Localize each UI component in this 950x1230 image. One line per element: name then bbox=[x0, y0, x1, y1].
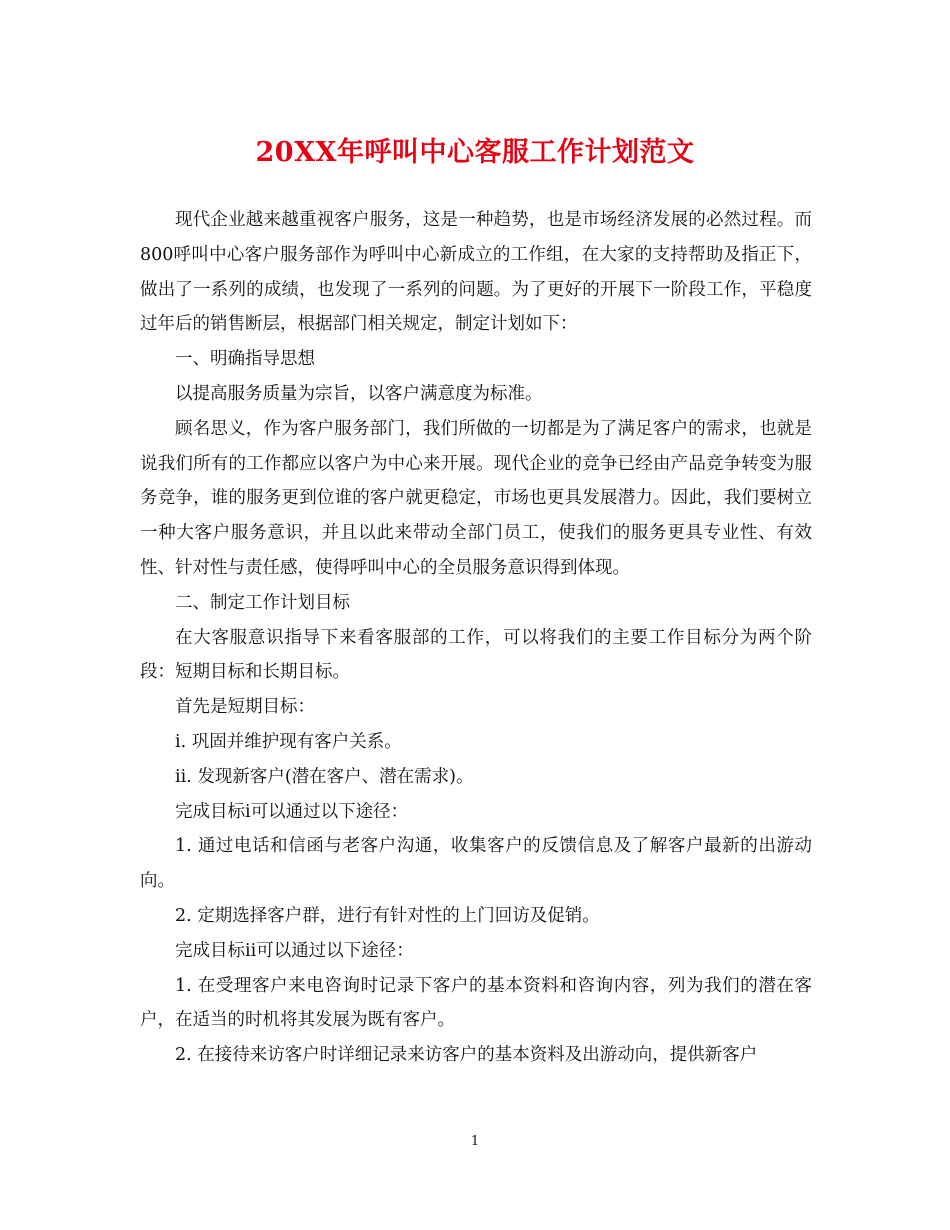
list-item-goal-i-method-1: 1. 通过电话和信函与老客户沟通，收集客户的反馈信息及了解客户最新的出游动向。 bbox=[140, 836, 812, 892]
page-number: 1 bbox=[470, 1134, 480, 1149]
list-item-goal-ii-method-2: 2. 在接待来访客户时详细记录来访客户的基本资料及出游动向，提供新客户 bbox=[175, 1045, 758, 1066]
list-item-goal-i: i. 巩固并维护现有客户关系。 bbox=[175, 731, 402, 752]
list-item-goal-ii-method-1: 1. 在受理客户来电咨询时记录下客户的基本资料和咨询内容，列为我们的潜在客户，在适当的时机将其发展为既有客户。 bbox=[140, 975, 812, 1031]
paragraph-principle: 以提高服务质量为宗旨，以客户满意度为标准。 bbox=[175, 383, 543, 404]
paragraph-goal-ii-methods: 完成目标ii可以通过以下途径： bbox=[175, 940, 414, 961]
list-item-goal-i-method-2: 2. 定期选择客户群，进行有针对性的上门回访及促销。 bbox=[175, 905, 600, 926]
paragraph-customer-focus: 顾名思义，作为客户服务部门，我们所做的一切都是为了满足客户的需求，也就是说我们所有的工作都应以客户为中心来开展。现代企业的竞争已经由产品竞争转变为服务竞争，谁的服务更到位谁的客户就更稳定，市场也更具发展潜力。因此，我们要树立一种大客户服务意识，并且以此来带动全部门员工，使我们的服务更具专业性、有效性、针对性与责任感，使得呼叫中心的全员服务意识得到体现。 bbox=[140, 418, 812, 578]
list-item-goal-ii: ii. 发现新客户(潜在客户、潜在需求)。 bbox=[175, 766, 474, 787]
paragraph-intro: 现代企业越来越重视客户服务，这是一种趋势，也是市场经济发展的必然过程。而800呼叫中心客户服务部作为呼叫中心新成立的工作组，在大家的支持帮助及指正下，做出了一系列的成绩，也发现了一系列的问题。为了更好的开展下一阶段工作，平稳度过年后的销售断层，根据部门相关规定，制定计划如下： bbox=[140, 210, 812, 335]
heading-guiding-principle: 一、明确指导思想 bbox=[175, 349, 315, 370]
heading-work-goals: 二、制定工作计划目标 bbox=[175, 592, 350, 613]
paragraph-goal-i-methods: 完成目标i可以通过以下途径： bbox=[175, 801, 409, 822]
document-title: 20XX年呼叫中心客服工作计划范文 bbox=[255, 137, 695, 168]
document-body bbox=[140, 203, 812, 1073]
paragraph-goal-stages: 在大客服意识指导下来看客服部的工作，可以将我们的主要工作目标分为两个阶段：短期目标和长期目标。 bbox=[140, 627, 812, 683]
paragraph-short-term: 首先是短期目标： bbox=[175, 697, 315, 718]
